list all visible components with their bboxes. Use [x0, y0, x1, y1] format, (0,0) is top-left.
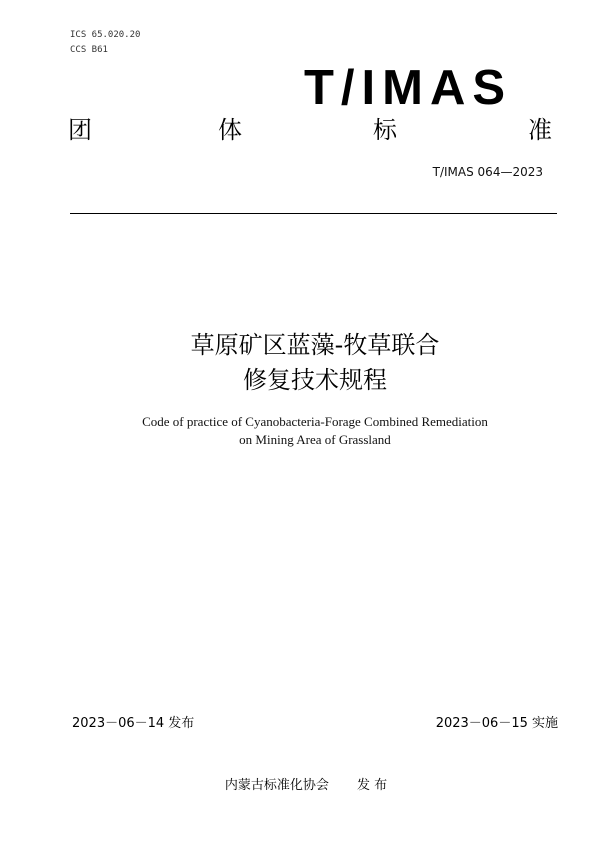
chinese-title-line-2: 修复技术规程	[243, 366, 387, 394]
header-divider	[70, 213, 557, 214]
publish-date: 2023－06－14 发布	[72, 716, 195, 731]
chinese-title-line-1: 草原矿区蓝藻-牧草联合	[190, 331, 440, 359]
english-title-line-1: Code of practice of Cyanobacteria-Forage Combined Remediation	[142, 414, 488, 429]
publisher-action: 发 布	[356, 778, 388, 793]
standard-number: T/IMAS 064—2023	[432, 165, 543, 179]
ics-code: ICS 65.020.20	[70, 30, 141, 40]
category-char-4: 准	[528, 116, 552, 144]
ccs-code: CCS B61	[70, 45, 108, 55]
category-char-2: 体	[218, 116, 242, 144]
english-title-line-2: on Mining Area of Grassland	[239, 432, 391, 447]
publisher-line	[12, 777, 600, 795]
category-char-1: 团	[68, 116, 92, 144]
publisher-name: 内蒙古标准化协会	[224, 778, 329, 793]
category-char-3: 标	[373, 116, 397, 144]
standard-logo: T/IMAS	[304, 61, 513, 115]
implementation-date: 2023－06－15 实施	[435, 716, 558, 731]
